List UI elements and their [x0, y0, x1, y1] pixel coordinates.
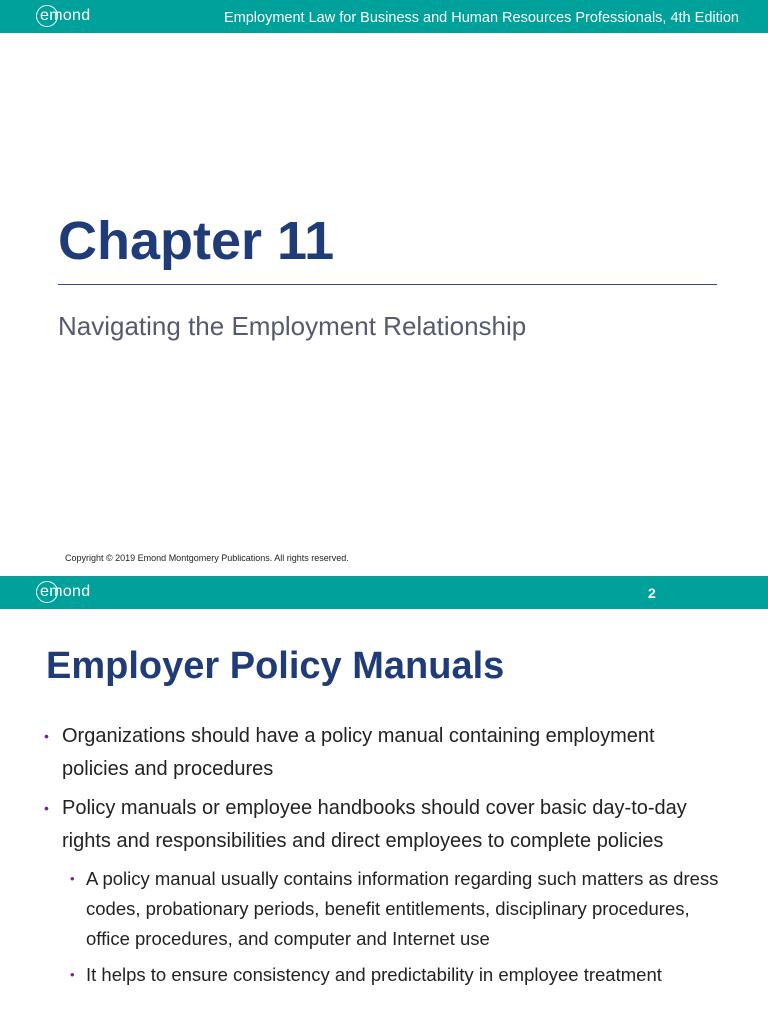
chapter-title: Chapter 11	[58, 211, 335, 271]
sub-bullet-item: • It helps to ensure consistency and predictability in employee treatment	[0, 960, 726, 990]
bullet-list	[0, 720, 768, 996]
bullet-item: • Organizations should have a policy manual containing employment policies and procedures	[0, 720, 712, 785]
page-number: 2	[648, 585, 656, 601]
emond-logo	[38, 581, 90, 605]
slide-heading: Employer Policy Manuals	[46, 645, 505, 687]
book-title: Employment Law for Business and Human Resources Professionals, 4th Edition	[223, 10, 739, 26]
logo-text: emond	[40, 583, 91, 600]
logo-text: emond	[40, 7, 91, 24]
sub-bullet-item: • A policy manual usually contains information regarding such matters as dress codes, probationary periods, benefit entitlements, disciplinary procedures, office procedures, and computer and Internet use	[0, 864, 726, 954]
emond-logo	[38, 5, 90, 29]
copyright-notice: Copyright © 2019 Emond Montgomery Publications. All rights reserved.	[65, 553, 349, 563]
chapter-subtitle: Navigating the Employment Relationship	[58, 311, 527, 341]
bullet-item: • Policy manuals or employee handbooks should cover basic day-to-day rights and responsibilities and direct employees to complete policies	[0, 792, 712, 857]
title-divider	[58, 284, 717, 285]
header-banner	[0, 576, 768, 609]
header-banner	[0, 0, 768, 33]
